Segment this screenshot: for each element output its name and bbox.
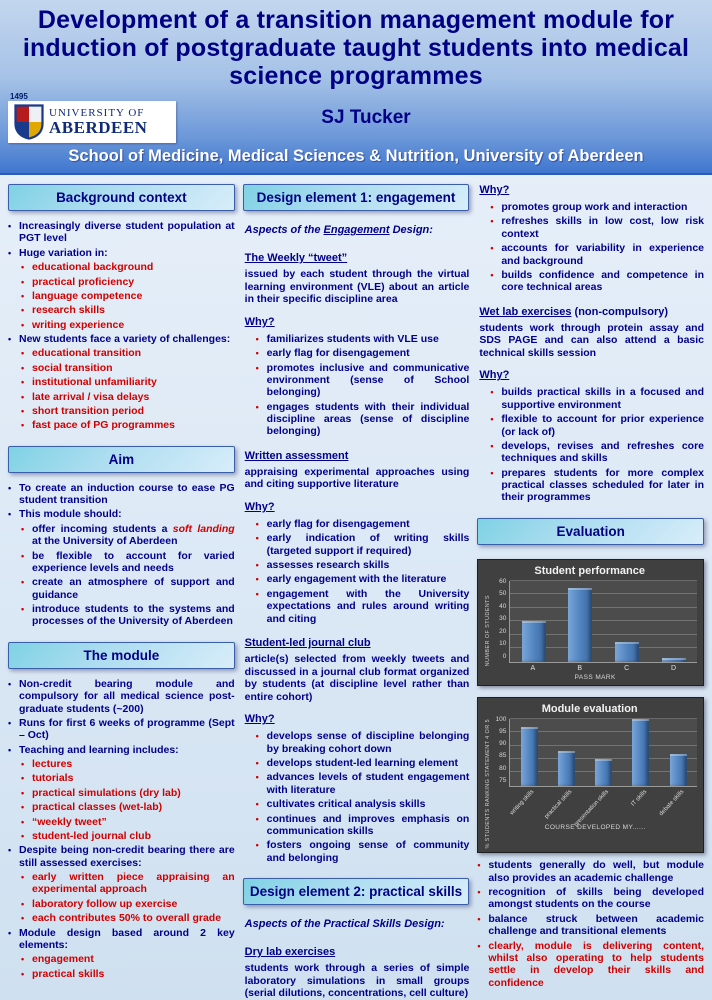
why-heading-1: Why? <box>244 315 275 328</box>
bullet-marker: • <box>490 387 494 398</box>
evaluation-header: Evaluation <box>477 518 704 545</box>
bullet-marker: • <box>490 216 494 227</box>
chart-bar <box>662 658 686 662</box>
university-shield-icon <box>14 104 44 140</box>
logo-text <box>49 108 147 136</box>
bullet-marker: • <box>255 813 259 824</box>
list-item: • offer incoming students a soft landing at the University of Aberdeen <box>21 522 235 548</box>
bullet-marker: • <box>21 773 25 784</box>
list-item: • Increasingly diverse student population at PGT level <box>8 220 235 245</box>
chart-bar <box>558 751 575 786</box>
list-item: • students generally do well, but module also provides an academic challenge <box>477 859 705 884</box>
list-item: • assesses research skills <box>255 559 390 572</box>
list-item: • practical skills <box>21 967 105 980</box>
bullet-marker: • <box>21 420 25 431</box>
list-item: • educational transition <box>21 347 142 360</box>
chart-bar <box>521 727 538 786</box>
bullet-marker: • <box>21 604 25 614</box>
list-item: • develops student-led learning element <box>255 757 459 770</box>
list-item: • create an atmosphere of support and guidance <box>21 576 235 601</box>
background-context-header: Background context <box>8 184 235 211</box>
logo-line2: ABERDEEN <box>49 118 148 137</box>
list-item: • Huge variation in: <box>8 246 108 259</box>
list-item: • refreshes skills in low cost, low risk context <box>490 215 705 240</box>
chart-y-axis-label: NUMBER OF STUDENTS <box>484 595 491 667</box>
bullet-marker: • <box>8 482 12 493</box>
list-item: • advances levels of student engagement with literature <box>255 771 470 796</box>
design-element-1-header: Design element 1: engagement <box>243 184 470 211</box>
list-item: • engages students with their individual discipline areas (sense of discipline belonging) <box>255 400 470 438</box>
list-item: • continues and improves emphasis on communication skills <box>255 812 470 837</box>
list-item: • writing experience <box>21 318 125 331</box>
list-item: • builds confidence and competence in core technical areas <box>490 268 705 294</box>
list-item: • cultivates critical analysis skills <box>255 798 426 811</box>
chart-bar <box>632 719 649 786</box>
list-item: • familiarizes students with VLE use <box>255 332 439 345</box>
bullet-marker: • <box>255 731 259 742</box>
why-list-4 <box>477 199 704 296</box>
bullet-marker: • <box>255 560 259 571</box>
bullet-marker: • <box>21 305 25 316</box>
bullet-marker: • <box>477 940 481 951</box>
list-item: • develops sense of discipline belonging by breaking cohort down <box>255 730 470 755</box>
list-item: • practical proficiency <box>21 275 135 288</box>
why-heading-3: Why? <box>244 713 275 726</box>
bullet-marker: • <box>490 467 494 478</box>
list-item: • fosters ongoing sense of community and belonging <box>255 839 470 864</box>
bullet-marker: • <box>21 550 25 561</box>
affiliation: School of Medicine, Medical Sciences & Nutrition, University of Aberdeen <box>68 147 644 165</box>
list-item: • engagement <box>21 953 94 966</box>
bullet-marker: • <box>21 913 25 924</box>
written-assessment-body: appraising experimental approaches using and citing supportive literature <box>244 465 470 491</box>
list-item: • accounts for variability in experience and background <box>490 242 705 267</box>
chart-y-axis-label: % STUDENTS RANKING STATEMENT 4 OR 5 <box>484 718 491 849</box>
logo-box <box>8 101 176 143</box>
dry-lab-heading: Dry lab exercises <box>244 946 336 959</box>
chart-title: Student performance <box>534 564 645 577</box>
list-item: • institutional unfamiliarity <box>21 376 157 389</box>
bullet-marker: • <box>255 401 259 412</box>
aspects-practical: Aspects of the Practical Skills Design: <box>244 918 445 931</box>
column-middle <box>243 184 470 1000</box>
written-assessment-heading: Written assessment <box>244 449 349 462</box>
module-header: The module <box>8 642 235 669</box>
bullet-marker: • <box>255 333 259 344</box>
list-item: • recognition of skills being developed amongst students on the course <box>477 886 705 911</box>
bullet-marker: • <box>21 523 25 534</box>
bullet-marker: • <box>255 840 259 851</box>
dry-lab-body: students work through a series of simple laboratory simulations in small groups (serial dilutions, concentrations, cell culture) <box>244 962 470 1000</box>
bullet-marker: • <box>490 243 494 254</box>
bullet-marker: • <box>255 799 259 810</box>
bullet-marker: • <box>21 262 25 273</box>
list-item: • builds practical skills in a focused and supportive environment <box>490 386 705 411</box>
why-list-3 <box>243 728 470 866</box>
list-item: • flexible to account for prior experience (or lack of) <box>490 413 705 438</box>
list-item: • be flexible to account for varied experience levels and needs <box>21 549 235 574</box>
module-evaluation-chart <box>477 697 704 854</box>
bullet-marker: • <box>21 968 25 979</box>
chart-x-axis-label: PASS MARK <box>574 673 616 681</box>
why-heading-2: Why? <box>244 500 275 513</box>
bullet-marker: • <box>477 913 481 924</box>
list-item: • early indication of writing skills (targeted support if required) <box>255 532 470 557</box>
bullet-marker: • <box>21 577 25 588</box>
list-item: • develops, revises and refreshes core techniques and skills <box>490 439 705 465</box>
bullet-marker: • <box>21 362 25 373</box>
bullet-marker: • <box>21 348 25 359</box>
poster-body <box>0 175 712 1000</box>
wet-lab-body: students work through protein assay and SDS PAGE and can also attend a basic technical skills session <box>479 321 705 359</box>
bullet-marker: • <box>21 872 25 882</box>
bullet-marker: • <box>8 509 12 520</box>
column-right <box>477 184 704 994</box>
bullet-marker: • <box>21 391 25 402</box>
list-item: • Despite being non-credit bearing there are still assessed exercises: <box>8 844 235 869</box>
list-item: • To create an induction course to ease PG student transition <box>8 481 235 506</box>
bullet-marker: • <box>255 533 259 544</box>
journal-club-body: article(s) selected from weekly tweets and discussed in a journal club format organized by students (at discipline level rather than entire cohort) <box>244 652 470 703</box>
bullet-marker: • <box>21 802 25 813</box>
list-item: • Runs for first 6 weeks of programme (Sept – Oct) <box>8 716 235 742</box>
chart-y-ticks: 100 95 90 85 80 75 <box>495 715 507 784</box>
list-item: • each contributes 50% to overall grade <box>21 912 222 925</box>
poster-header <box>0 0 712 175</box>
student-performance-chart <box>477 559 704 686</box>
list-item: • educational background <box>21 261 154 274</box>
list-item: • clearly, module is delivering content, whilst also operating to help students settle in develop their skills and confidence <box>477 939 705 989</box>
list-item: • promotes inclusive and communicative environment (sense of School belonging) <box>255 361 470 399</box>
bullet-marker: • <box>8 678 12 689</box>
bullet-marker: • <box>255 518 259 529</box>
bullet-marker: • <box>8 744 12 755</box>
logo-year: 1495 <box>10 92 28 101</box>
bullet-marker: • <box>21 759 25 769</box>
bullet-marker: • <box>8 927 12 938</box>
background-context-list <box>8 218 235 434</box>
list-item: • early flag for disengagement <box>255 517 410 530</box>
bullet-marker: • <box>21 377 25 388</box>
poster-title: Development of a transition management module for induction of postgraduate taught students into medical science programmes <box>22 6 690 90</box>
aim-list <box>8 480 235 630</box>
list-item: • practical classes (wet-lab) <box>21 801 163 814</box>
list-item: • This module should: <box>8 508 122 521</box>
bullet-marker: • <box>490 269 494 280</box>
chart-plot-area <box>509 581 697 663</box>
list-item: • Module design based around 2 key elements: <box>8 926 235 951</box>
bullet-marker: • <box>255 348 259 359</box>
list-item: • lectures <box>21 758 73 770</box>
aspects-engagement: Aspects of the Engagement Design: <box>244 224 433 236</box>
bullet-marker: • <box>21 319 25 330</box>
aim-header: Aim <box>8 446 235 473</box>
list-item: • “weekly tweet” <box>21 815 107 828</box>
list-item: • introduce students to the systems and processes of the University of Aberdeen <box>21 603 235 628</box>
list-item: • late arrival / visa delays <box>21 390 150 403</box>
list-item: • early written piece appraising an experimental approach <box>21 871 235 896</box>
chart-bar <box>615 642 639 662</box>
bullet-marker: • <box>21 405 25 416</box>
list-item: • engagement with the University expectations and rules around writing and citing <box>255 587 470 625</box>
chart-x-ticks: writing skills practical skills presentation skills IT skills debate skills <box>509 788 686 828</box>
list-item: • early engagement with the literature <box>255 573 447 586</box>
bullet-marker: • <box>21 830 25 841</box>
chart-x-ticks: A B C D <box>530 664 677 672</box>
why-list-5 <box>477 384 704 505</box>
bullet-marker: • <box>8 221 12 231</box>
bullet-marker: • <box>8 334 12 344</box>
weekly-tweet-heading: The Weekly “tweet” <box>244 252 348 264</box>
list-item: • tutorials <box>21 772 74 785</box>
list-item: • social transition <box>21 361 113 374</box>
wet-lab-heading: Wet lab exercises (non-compulsory) <box>479 305 669 318</box>
list-item: • prepares students for more complex practical classes scheduled for later in their programmes <box>490 466 705 504</box>
chart-plot-area <box>509 719 697 787</box>
bullet-marker: • <box>255 758 259 769</box>
list-item: • short transition period <box>21 404 145 417</box>
chart-title: Module evaluation <box>541 702 638 715</box>
chart-bar <box>522 621 546 662</box>
bullet-marker: • <box>8 247 12 258</box>
bullet-marker: • <box>255 362 259 373</box>
bullet-marker: • <box>8 717 12 728</box>
bullet-marker: • <box>255 574 259 585</box>
weekly-tweet-body: issued by each student through the virtual learning environment (VLE) about an article in their specific discipline area <box>244 268 470 306</box>
bullet-marker: • <box>490 440 494 451</box>
bullet-marker: • <box>255 772 259 783</box>
list-item: • laboratory follow up exercise <box>21 897 178 910</box>
list-item: • fast pace of PG programmes <box>21 419 175 432</box>
why-heading-5: Why? <box>479 369 510 382</box>
module-list <box>8 676 235 982</box>
conclusions-list <box>477 857 704 991</box>
column-left <box>8 184 235 994</box>
chart-y-ticks: 60 50 40 30 20 10 0 <box>499 577 507 660</box>
bullet-marker: • <box>490 202 494 212</box>
chart-bar <box>595 759 612 786</box>
bullet-marker: • <box>21 816 25 827</box>
byline-row <box>8 92 704 143</box>
list-item: • Non-credit bearing module and compulsory for all medical science post-graduate students (~200) <box>8 677 235 715</box>
list-item: • early flag for disengagement <box>255 347 410 360</box>
list-item: • Teaching and learning includes: <box>8 743 179 756</box>
bullet-marker: • <box>477 887 481 898</box>
chart-bar <box>568 588 592 662</box>
list-item: • promotes group work and interaction <box>490 201 688 213</box>
bullet-marker: • <box>21 276 25 287</box>
bullet-marker: • <box>21 954 25 965</box>
bullet-marker: • <box>21 787 25 798</box>
bullet-marker: • <box>490 414 494 425</box>
list-item: • balance struck between academic challenge and transitional elements <box>477 912 705 938</box>
design-element-2-header: Design element 2: practical skills <box>243 878 470 905</box>
university-logo <box>8 92 178 143</box>
logo-line1: UNIVERSITY OF <box>49 107 145 119</box>
chart-x-axis-label: COURSE DEVELOPED MY...... <box>544 823 646 831</box>
list-item: • practical simulations (dry lab) <box>21 786 181 799</box>
bullet-marker: • <box>477 860 481 871</box>
list-item: • research skills <box>21 304 105 317</box>
bullet-marker: • <box>8 845 12 856</box>
journal-club-heading: Student-led journal club <box>244 636 371 649</box>
why-list-2 <box>243 516 470 627</box>
author-name: SJ Tucker <box>321 106 411 128</box>
bullet-marker: • <box>255 588 259 599</box>
list-item: • New students face a variety of challenges: <box>8 333 231 345</box>
chart-bar <box>670 754 687 786</box>
list-item: • language competence <box>21 289 143 302</box>
list-item: • student-led journal club <box>21 829 152 842</box>
why-list-1 <box>243 331 470 440</box>
why-heading-4: Why? <box>479 184 510 196</box>
bullet-marker: • <box>21 898 25 909</box>
bullet-marker: • <box>21 290 25 301</box>
